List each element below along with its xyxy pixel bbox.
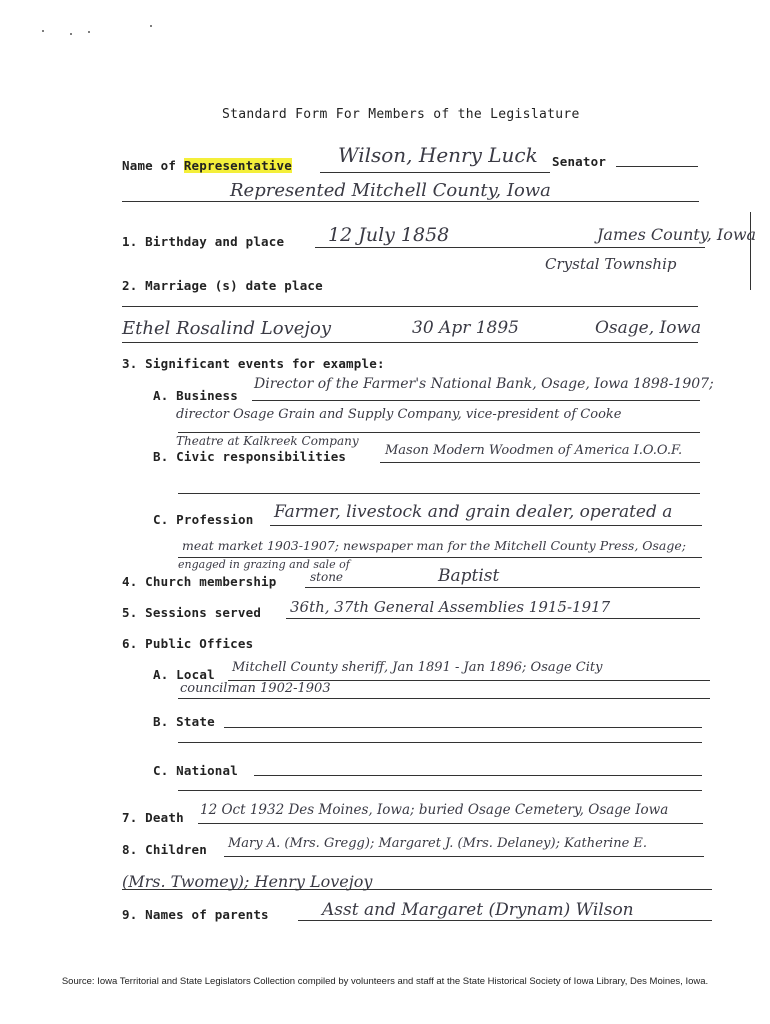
national-label: C. National — [153, 763, 238, 778]
church-label: 4. Church membership — [122, 574, 277, 589]
senator-line — [616, 166, 698, 167]
civic-line-2 — [178, 493, 700, 494]
marriage-label: 2. Marriage (s) date place — [122, 278, 323, 293]
hw-marriage-date: 30 Apr 1895 — [412, 318, 519, 338]
hw-profession-3: engaged in grazing and sale of — [178, 558, 350, 571]
margin-mark — [750, 212, 751, 290]
profession-line-1 — [270, 525, 702, 526]
hw-church-2: Baptist — [438, 566, 500, 586]
hw-sessions: 36th, 37th General Assemblies 1915-1917 — [290, 598, 611, 616]
marriage-line-1 — [122, 306, 698, 307]
children-label: 8. Children — [122, 842, 207, 857]
civic-label: B. Civic responsibilities — [153, 449, 347, 464]
hw-profession-1: Farmer, livestock and grain dealer, operated a — [274, 502, 673, 522]
sessions-label: 5. Sessions served — [122, 605, 262, 620]
hw-church-1: stone — [310, 570, 344, 584]
hw-children-1: Mary A. (Mrs. Gregg); Margaret J. (Mrs. Delaney); Katherine E. — [228, 836, 648, 851]
parents-line — [298, 920, 712, 921]
form-title: Standard Form For Members of the Legislature — [222, 107, 580, 122]
hw-parents: Asst and Margaret (Drynam) Wilson — [322, 900, 634, 920]
scan-speck — [42, 30, 44, 32]
civic-line-1 — [380, 462, 700, 463]
senator-label: Senator — [552, 154, 607, 169]
state-line-1 — [224, 727, 702, 728]
church-line — [305, 587, 700, 588]
hw-business-1: Director of the Farmer's National Bank, Osage, Iowa 1898-1907; — [254, 376, 714, 392]
hw-marriage-place: Osage, Iowa — [595, 318, 702, 338]
birthday-label: 1. Birthday and place — [122, 234, 285, 249]
public-offices-label: 6. Public Offices — [122, 636, 254, 651]
business-line-1 — [252, 400, 700, 401]
hw-profession-2: meat market 1903-1907; newspaper man for the Mitchell County Press, Osage; — [182, 538, 686, 553]
marriage-line-2 — [122, 342, 698, 343]
hw-local-2: councilman 1902-1903 — [180, 681, 331, 696]
scan-speck — [88, 31, 90, 33]
source-caption: Source: Iowa Territorial and State Legislators Collection compiled by volunteers and staff at the State Historical Society of Iowa Library, Des Moines, Iowa. — [61, 976, 709, 987]
sessions-line — [286, 618, 700, 619]
state-label: B. State — [153, 714, 215, 729]
hw-birth-place-2: Crystal Township — [545, 255, 677, 273]
hw-business-3: Theatre at Kalkreek Company — [176, 434, 359, 448]
hw-marriage-spouse: Ethel Rosalind Lovejoy — [122, 318, 332, 339]
significant-events-label: 3. Significant events for example: — [122, 356, 385, 371]
name-of-label — [122, 158, 292, 173]
national-line-2 — [178, 790, 702, 791]
name-of-text: Name of — [122, 158, 177, 173]
business-line-2 — [178, 432, 700, 433]
local-line-2 — [178, 698, 710, 699]
hw-birth-place: James County, Iowa — [597, 225, 757, 244]
parents-label: 9. Names of parents — [122, 907, 269, 922]
hw-civic: Mason Modern Woodmen of America I.O.O.F. — [385, 443, 683, 458]
children-line-2 — [122, 889, 712, 890]
representative-highlight: Representative — [183, 158, 292, 173]
profession-label: C. Profession — [153, 512, 254, 527]
hw-birth-date: 12 July 1858 — [328, 224, 450, 246]
hw-name: Wilson, Henry Luck — [338, 143, 538, 167]
hw-represented: Represented Mitchell County, Iowa — [230, 180, 551, 201]
name-line-2 — [122, 201, 699, 202]
hw-death: 12 Oct 1932 Des Moines, Iowa; buried Osage Cemetery, Osage Iowa — [200, 802, 669, 818]
hw-children-2: (Mrs. Twomey); Henry Lovejoy — [122, 872, 373, 891]
scan-speck — [70, 33, 72, 35]
name-line — [320, 172, 550, 173]
business-label: A. Business — [153, 388, 238, 403]
death-line — [198, 823, 703, 824]
scan-speck — [150, 25, 152, 27]
national-line-1 — [254, 775, 702, 776]
death-label: 7. Death — [122, 810, 184, 825]
birthday-line — [315, 247, 705, 248]
children-line-1 — [224, 856, 704, 857]
state-line-2 — [178, 742, 702, 743]
hw-business-2: director Osage Grain and Supply Company, vice-president of Cooke — [176, 407, 622, 422]
local-label: A. Local — [153, 667, 215, 682]
hw-local-1: Mitchell County sheriff, Jan 1891 - Jan 1896; Osage City — [232, 660, 603, 675]
